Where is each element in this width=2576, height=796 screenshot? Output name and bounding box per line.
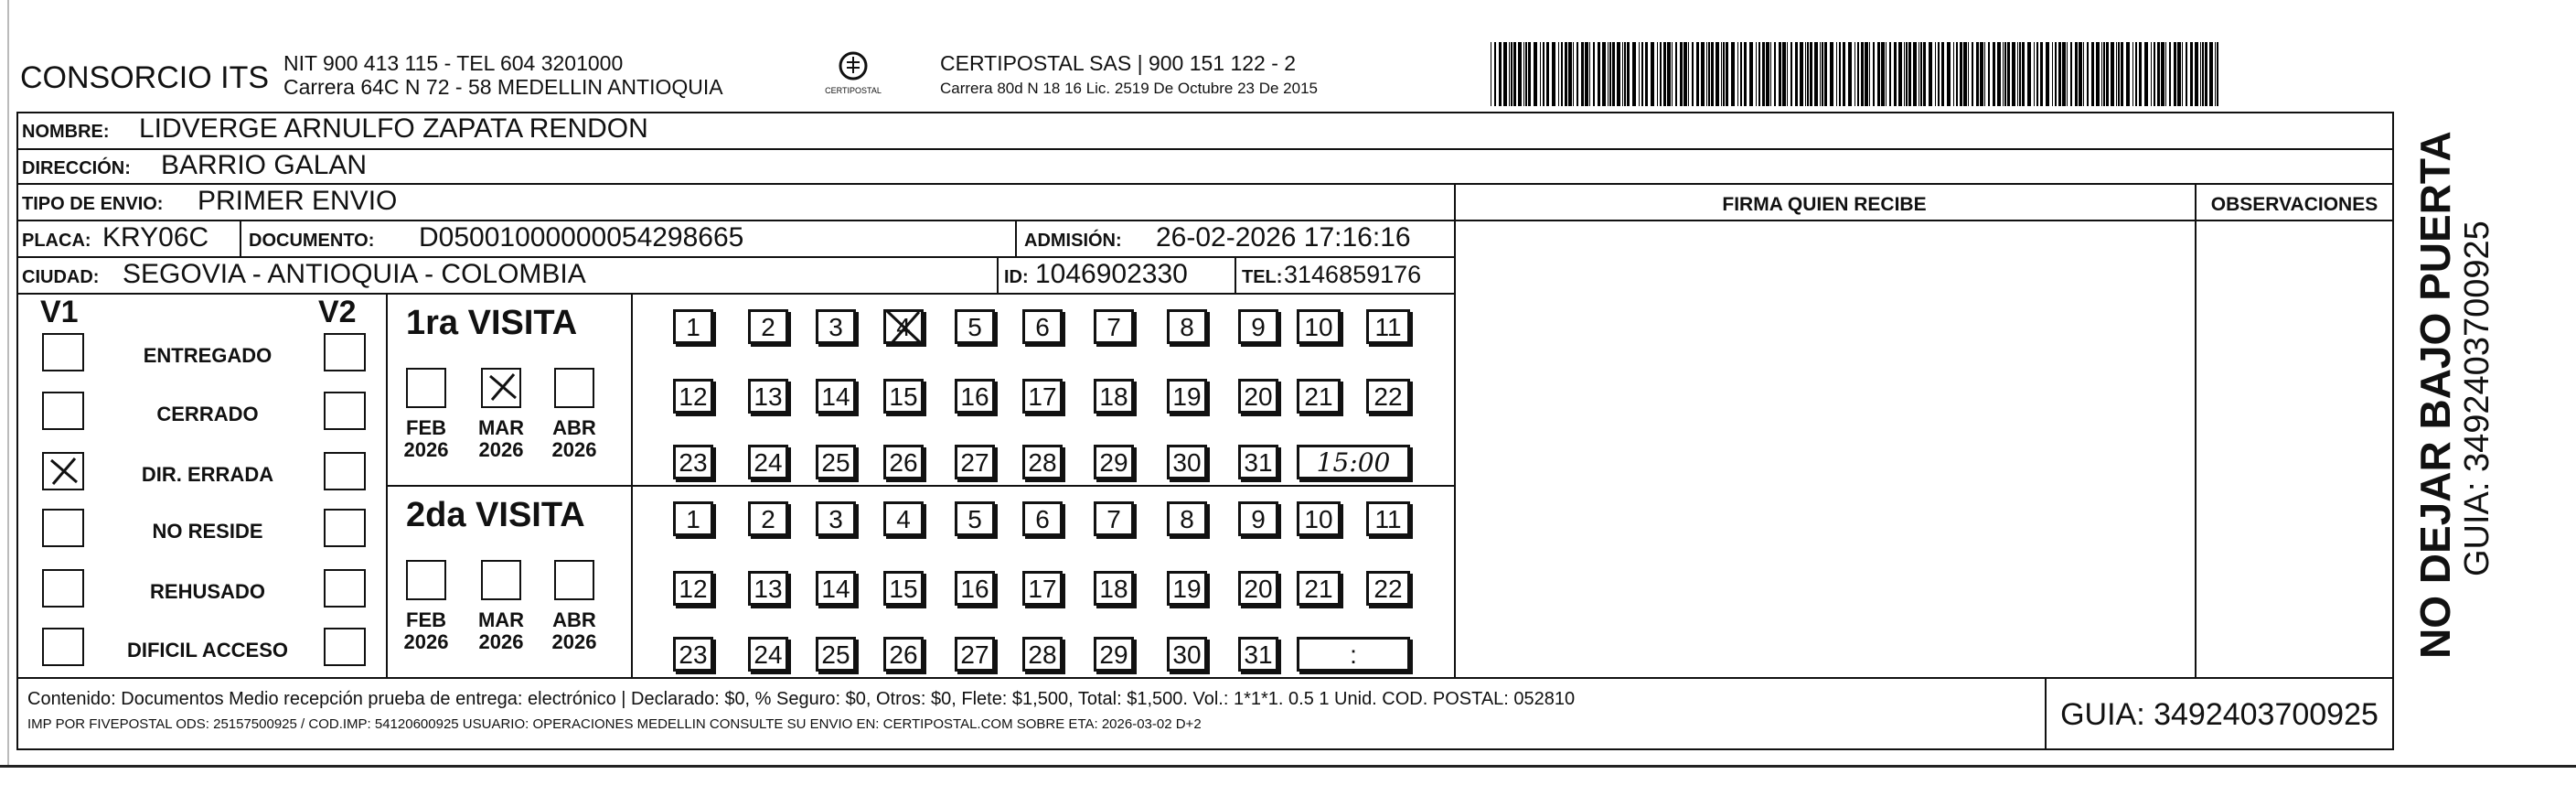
visita2-day-box[interactable]: 14 (816, 571, 856, 606)
visita2-month-label: FEB 2026 (403, 608, 449, 654)
placa-value: KRY06C (102, 222, 209, 253)
placa-label: PLACA: (22, 231, 91, 251)
visita2-day-box[interactable]: 4 (883, 501, 924, 536)
visita1-day-box[interactable]: 20 (1238, 379, 1278, 414)
visita1-month-label: ABR 2026 (551, 416, 597, 462)
visita1-time-box[interactable]: 15:00 (1297, 445, 1410, 479)
visita1-day-box[interactable]: 22 (1366, 379, 1410, 414)
imp-text: IMP POR FIVEPOSTAL ODS: 25157500925 / COD.IMP: 54120600925 USUARIO: OPERACIONES MEDELLIN CONSULTE SU ENVIO EN: CERTIPOSTAL.COM SOBRE ETA: 2026-03-02 D+2 (27, 716, 1202, 732)
ciudad-value: SEGOVIA - ANTIOQUIA - COLOMBIA (123, 259, 586, 289)
visita2-day-box[interactable]: 31 (1238, 637, 1278, 672)
visita2-day-box[interactable]: 15 (883, 571, 924, 606)
visita2-day-box[interactable]: 1 (673, 501, 713, 536)
visita1-day-box[interactable]: 31 (1238, 445, 1278, 479)
firma-header: FIRMA QUIEN RECIBE (1722, 194, 1927, 215)
visita2-day-box[interactable]: 25 (816, 637, 856, 672)
visita1-day-box[interactable]: 2 (748, 309, 788, 344)
status-label: DIR. ERRADA (141, 463, 274, 486)
visita1-month-checkbox[interactable] (554, 368, 594, 408)
svg-text:CERTIPOSTAL: CERTIPOSTAL (825, 86, 882, 95)
visita2-day-box[interactable]: 12 (673, 571, 713, 606)
carrier-name: CERTIPOSTAL SAS | 900 151 122 - 2 (940, 51, 1297, 75)
visita1-day-box[interactable]: 30 (1167, 445, 1207, 479)
nombre-label: NOMBRE: (22, 122, 110, 142)
v2-checkbox[interactable] (324, 452, 366, 490)
visita1-day-box[interactable]: 24 (748, 445, 788, 479)
visita2-day-box[interactable]: 26 (883, 637, 924, 672)
visita2-day-box[interactable]: 11 (1366, 501, 1410, 536)
visita1-day-box[interactable]: 4 (883, 309, 924, 344)
visita1-day-box[interactable]: 6 (1022, 309, 1063, 344)
visita1-day-box[interactable]: 13 (748, 379, 788, 414)
visita1-day-box[interactable]: 7 (1094, 309, 1134, 344)
visita1-day-box[interactable]: 23 (673, 445, 713, 479)
nombre-value: LIDVERGE ARNULFO ZAPATA RENDON (139, 113, 648, 144)
v2-checkbox[interactable] (324, 392, 366, 430)
status-label: CERRADO (156, 403, 259, 425)
v2-checkbox[interactable] (324, 569, 366, 608)
documento-label: DOCUMENTO: (249, 231, 375, 251)
status-label: ENTREGADO (143, 344, 273, 367)
visita1-day-box[interactable]: 17 (1022, 379, 1063, 414)
visita1-day-box[interactable]: 29 (1094, 445, 1134, 479)
visita1-day-box[interactable]: 8 (1167, 309, 1207, 344)
visita1-day-box[interactable]: 11 (1366, 309, 1410, 344)
visita1-day-box[interactable]: 10 (1297, 309, 1341, 344)
visita1-month-label: MAR 2026 (477, 416, 525, 462)
v1-checkbox[interactable] (42, 452, 84, 490)
visita1-day-box[interactable]: 26 (883, 445, 924, 479)
no-dejar-text: NO DEJAR BAJO PUERTA (2411, 131, 2459, 659)
visita2-month-checkbox[interactable] (554, 560, 594, 600)
admision-label: ADMISIÓN: (1024, 231, 1122, 251)
visita2-day-box[interactable]: 17 (1022, 571, 1063, 606)
visita1-day-box[interactable]: 3 (816, 309, 856, 344)
visita1-month-checkbox[interactable] (481, 368, 521, 408)
visita2-day-box[interactable]: 23 (673, 637, 713, 672)
status-label: NO RESIDE (152, 520, 263, 543)
company-name: CONSORCIO ITS (20, 60, 270, 95)
v1-checkbox[interactable] (42, 333, 84, 371)
visita1-day-box[interactable]: 5 (955, 309, 995, 344)
visita2-day-box[interactable]: 10 (1297, 501, 1341, 536)
visita1-day-box[interactable]: 28 (1022, 445, 1063, 479)
v2-checkbox[interactable] (324, 509, 366, 547)
visita1-title: 1ra VISITA (406, 304, 578, 342)
id-value: 1046902330 (1035, 259, 1188, 289)
certipostal-logo (812, 48, 894, 102)
guia-footer: GUIA: 3492403700925 (2060, 697, 2378, 732)
visita2-day-box[interactable]: 5 (955, 501, 995, 536)
tel-label: TEL: (1242, 267, 1283, 287)
visita2-month-checkbox[interactable] (481, 560, 521, 600)
visita1-day-box[interactable]: 14 (816, 379, 856, 414)
tipo-label: TIPO DE ENVIO: (22, 194, 164, 214)
visita2-day-box[interactable]: 3 (816, 501, 856, 536)
barcode (1491, 42, 2222, 106)
v1-checkbox[interactable] (42, 392, 84, 430)
visita2-day-box[interactable]: 24 (748, 637, 788, 672)
status-label: REHUSADO (150, 580, 265, 603)
visita1-day-box[interactable]: 18 (1094, 379, 1134, 414)
visita1-day-box[interactable]: 15 (883, 379, 924, 414)
side-guia-text: GUIA: 3492403700925 (2458, 221, 2496, 576)
carrier-address: Carrera 80d N 18 16 Lic. 2519 De Octubre 23 De 2015 (940, 80, 1318, 97)
visita1-day-box[interactable]: 19 (1167, 379, 1207, 414)
visita2-time-box[interactable]: : (1297, 637, 1410, 672)
visita2-day-box[interactable]: 9 (1238, 501, 1278, 536)
documento-value: D05001000000054298665 (419, 222, 744, 253)
visita2-day-box[interactable]: 7 (1094, 501, 1134, 536)
v1-checkbox[interactable] (42, 569, 84, 608)
visita2-day-box[interactable]: 29 (1094, 637, 1134, 672)
v1-header: V1 (40, 295, 79, 329)
company-address: Carrera 64C N 72 - 58 MEDELLIN ANTIOQUIA (283, 75, 723, 99)
v1-checkbox[interactable] (42, 509, 84, 547)
visita1-month-checkbox[interactable] (406, 368, 446, 408)
v2-checkbox[interactable] (324, 333, 366, 371)
contenido-text: Contenido: Documentos Medio recepción prueba de entrega: electrónico | Declarado: $0, % Seguro: $0, Otros: $0, Flete: $1,500, Total: $1,500. Vol.: 1*1*1. 0.5 1 Unid. COD. POSTAL: 052810 (27, 689, 1576, 709)
observaciones-header: OBSERVACIONES (2210, 194, 2378, 215)
visita2-title: 2da VISITA (406, 496, 585, 534)
visita2-day-box[interactable]: 19 (1167, 571, 1207, 606)
visita2-month-label: ABR 2026 (551, 608, 597, 654)
visita1-day-box[interactable]: 21 (1297, 379, 1341, 414)
visita1-day-box[interactable]: 25 (816, 445, 856, 479)
visita1-month-label: FEB 2026 (403, 416, 449, 462)
direccion-label: DIRECCIÓN: (22, 158, 131, 178)
direccion-value: BARRIO GALAN (161, 150, 368, 180)
v2-checkbox[interactable] (324, 628, 366, 666)
visita2-month-checkbox[interactable] (406, 560, 446, 600)
visita2-day-box[interactable]: 2 (748, 501, 788, 536)
admision-value: 26-02-2026 17:16:16 (1156, 222, 1411, 253)
v2-header: V2 (318, 295, 357, 329)
visita2-day-box[interactable]: 20 (1238, 571, 1278, 606)
visita1-day-box[interactable]: 9 (1238, 309, 1278, 344)
visita2-day-box[interactable]: 13 (748, 571, 788, 606)
visita2-day-box[interactable]: 28 (1022, 637, 1063, 672)
tipo-value: PRIMER ENVIO (198, 186, 398, 216)
ciudad-label: CIUDAD: (22, 267, 100, 287)
id-label: ID: (1004, 267, 1029, 287)
visita2-day-box[interactable]: 22 (1366, 571, 1410, 606)
visita2-day-box[interactable]: 6 (1022, 501, 1063, 536)
visita2-day-box[interactable]: 21 (1297, 571, 1341, 606)
side-notice (2411, 131, 2524, 659)
visita1-day-box[interactable]: 16 (955, 379, 995, 414)
v1-checkbox[interactable] (42, 628, 84, 666)
company-nit: NIT 900 413 115 - TEL 604 3201000 (283, 51, 624, 75)
visita1-day-box[interactable]: 1 (673, 309, 713, 344)
tel-value: 3146859176 (1284, 261, 1422, 288)
visita1-day-box[interactable]: 27 (955, 445, 995, 479)
status-label: DIFICIL ACCESO (126, 639, 288, 662)
visita2-day-box[interactable]: 18 (1094, 571, 1134, 606)
visita2-day-box[interactable]: 8 (1167, 501, 1207, 536)
visita2-day-box[interactable]: 27 (955, 637, 995, 672)
visita1-day-box[interactable]: 12 (673, 379, 713, 414)
visita2-month-label: MAR 2026 (477, 608, 525, 654)
visita2-day-box[interactable]: 30 (1167, 637, 1207, 672)
visita2-day-box[interactable]: 16 (955, 571, 995, 606)
